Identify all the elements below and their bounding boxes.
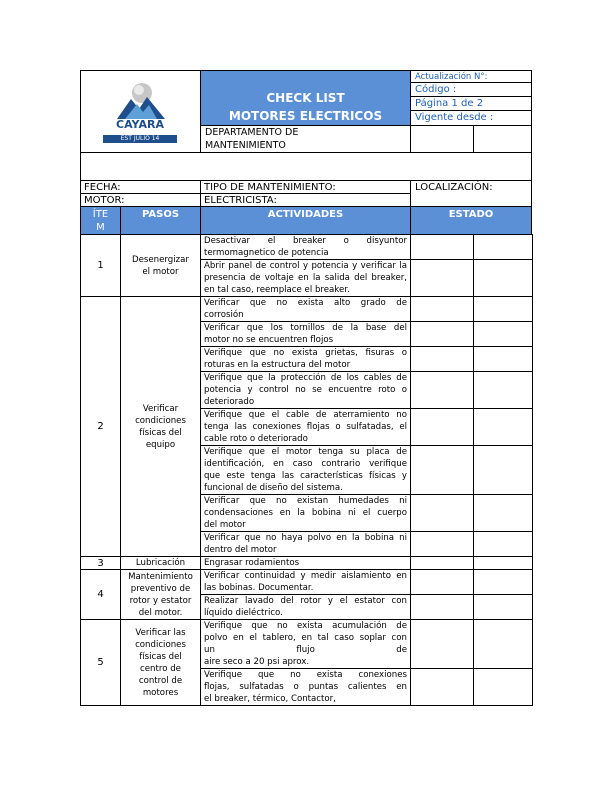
- estado-check-cell-b[interactable]: [473, 321, 533, 347]
- activity-text: [201, 557, 410, 569]
- step-line: motores: [142, 687, 179, 698]
- activity-text: [201, 620, 410, 668]
- step-text: [121, 235, 200, 296]
- col-pasos-header: [120, 206, 201, 235]
- activity-cell: [200, 408, 411, 446]
- estado-check-cell-a[interactable]: [410, 296, 474, 322]
- blank-row: [80, 152, 532, 181]
- activity-cell: [200, 296, 411, 322]
- activity-text: [201, 372, 410, 408]
- title-cell: [200, 70, 411, 126]
- activity-line: Verifique que el cable de aterramiento no: [204, 410, 407, 420]
- activity-line: corrosión: [204, 310, 244, 320]
- activity-line: tenga las conexiones flojas o sulfatadas, el: [204, 422, 407, 432]
- activity-text: [201, 532, 410, 556]
- activity-line: Desactivar el breaker o disyuntor: [204, 236, 407, 246]
- electricista-cell: [200, 193, 411, 207]
- item-number: 3: [97, 557, 104, 569]
- vigente-cell: [410, 110, 532, 126]
- activity-line: Verificar que no haya polvo en la bobina ni: [204, 533, 407, 543]
- step-text: [121, 570, 200, 619]
- activity-text: [201, 495, 410, 531]
- tipo-mantenimiento-label[interactable]: TIPO DE MANTENIMIENTO:: [204, 182, 336, 193]
- activity-line: deteriorado: [204, 397, 255, 407]
- col-estado-header: [410, 206, 532, 235]
- activity-cell: [200, 668, 411, 706]
- col-actividades-label: ACTIVIDADES: [267, 209, 344, 220]
- departamento-line-2: MANTENIMIENTO: [205, 140, 286, 151]
- step-cell: [120, 234, 201, 297]
- activity-line: flojas, sulfatadas o puntas calientes en: [204, 682, 407, 692]
- activity-line: Verifique que no exista acumulación de: [204, 621, 407, 631]
- activity-text: [201, 322, 410, 346]
- estado-check-cell-a[interactable]: [410, 346, 474, 372]
- departamento-cell: [200, 125, 411, 153]
- step-line: condiciones: [135, 639, 186, 650]
- item-number-cell: [80, 296, 121, 557]
- item-number-cell: [80, 569, 121, 620]
- step-line: equipo: [145, 439, 176, 450]
- item-number-cell: [80, 619, 121, 706]
- step-line: rotor y estator: [129, 595, 192, 606]
- step-line: físicas del: [139, 651, 182, 662]
- col-item-line-1: ÍTE: [92, 209, 109, 220]
- activity-cell: [200, 494, 411, 532]
- step-line: Verificar: [142, 403, 179, 414]
- activity-line: cable roto o deteriorado: [204, 434, 308, 444]
- step-line: preventivo de: [130, 583, 191, 594]
- estado-check-cell-b[interactable]: [473, 569, 533, 595]
- estado-check-cell-a[interactable]: [410, 445, 474, 495]
- col-item-header: [80, 206, 121, 235]
- activity-line: el breaker, térmico, Contactor,: [204, 694, 336, 704]
- activity-line: Realizar lavado del rotor y el estator con: [204, 596, 407, 606]
- activity-cell: [200, 259, 411, 297]
- estado-check-cell-a[interactable]: [410, 569, 474, 595]
- col-actividades-header: [200, 206, 411, 235]
- motor-cell: [80, 193, 201, 207]
- estado-check-cell-a[interactable]: [410, 234, 474, 260]
- motor-label[interactable]: MOTOR:: [84, 195, 125, 206]
- step-line: Lubricación: [135, 558, 186, 568]
- activity-line: del motor: [204, 520, 246, 530]
- activity-cell: [200, 346, 411, 372]
- activity-line: roturas en la estructura del motor: [204, 360, 351, 370]
- step-text: [121, 557, 200, 569]
- activity-cell: [200, 531, 411, 557]
- actualizacion-label: Actualización N°:: [415, 72, 488, 82]
- estado-check-cell-a[interactable]: [410, 556, 474, 570]
- activity-cell: [200, 594, 411, 620]
- activity-line: identificación, en caso contrario verifique: [204, 459, 407, 469]
- item-number: 1: [97, 260, 104, 271]
- departamento-line-1: DEPARTAMENTO DE: [205, 127, 299, 138]
- localizacion-cell: [410, 180, 532, 207]
- step-line: del motor.: [138, 607, 183, 618]
- fecha-cell: [80, 180, 201, 194]
- estado-check-cell-a[interactable]: [410, 619, 474, 669]
- activity-text: [201, 446, 410, 494]
- activity-line: dentro del motor: [204, 545, 277, 555]
- estado-check-cell-a[interactable]: [410, 494, 474, 532]
- step-line: el motor: [142, 266, 179, 277]
- blank-cell-a: [410, 125, 474, 153]
- activity-line: Verifique que no exista grietas, fisuras o: [204, 348, 407, 358]
- estado-check-cell-b[interactable]: [473, 619, 533, 669]
- activity-cell: [200, 445, 411, 495]
- item-number-cell: [80, 556, 121, 570]
- activity-line: Verificar que no exista alto grado de: [204, 298, 407, 308]
- activity-line: Verificar que los tornillos de la base del: [204, 323, 407, 333]
- activity-line: en tal caso, reemplace el breaker.: [204, 285, 350, 295]
- estado-check-cell-b[interactable]: [473, 556, 533, 570]
- codigo-label: Código :: [415, 84, 457, 95]
- item-number: 2: [97, 421, 104, 432]
- step-line: Verificar las: [135, 627, 186, 638]
- estado-check-cell-b[interactable]: [473, 531, 533, 557]
- activity-line: Verifique que no exista conexiones: [204, 670, 407, 680]
- estado-check-cell-b[interactable]: [473, 296, 533, 322]
- item-number-cell: [80, 234, 121, 297]
- activity-line: que este tenga las características físicas y: [204, 471, 407, 481]
- activity-text: [201, 570, 410, 594]
- pagina-cell: [410, 96, 532, 111]
- estado-check-cell-a[interactable]: [410, 668, 474, 706]
- activity-line: motor no se encuentren flojos: [204, 335, 334, 345]
- estado-check-cell-a[interactable]: [410, 371, 474, 409]
- step-line: condiciones: [135, 415, 186, 426]
- step-line: control de: [138, 675, 183, 686]
- estado-check-cell-b[interactable]: [473, 594, 533, 620]
- step-cell: [120, 296, 201, 557]
- logo-tagline: EST JULIO 14: [120, 135, 160, 142]
- step-cell: [120, 569, 201, 620]
- estado-check-cell-b[interactable]: [473, 346, 533, 372]
- step-cell: [120, 619, 201, 706]
- activity-line: condensaciones en la bobina ni el cuerpo: [204, 508, 407, 518]
- activity-line: aire seco a 20 psi aprox.: [204, 657, 310, 667]
- estado-check-cell-b[interactable]: [473, 445, 533, 495]
- blank-cell-b: [473, 125, 532, 153]
- activity-cell: [200, 619, 411, 669]
- activity-line: Engrasar rodamientos: [204, 558, 300, 568]
- activity-line: las bobinas. Documentar.: [204, 583, 314, 593]
- step-line: Desenergizar: [132, 254, 189, 265]
- activity-text: [201, 235, 410, 259]
- logo-brand: CAYARA: [116, 118, 164, 131]
- estado-check-cell-b[interactable]: [473, 668, 533, 706]
- activity-text: [201, 297, 410, 321]
- item-number: 5: [97, 657, 104, 668]
- activity-cell: [200, 569, 411, 595]
- title-line-1: CHECK LIST: [266, 91, 345, 105]
- step-line: centro de: [140, 663, 181, 674]
- activity-line: Verificar continuidad y medir aislamiento en: [204, 571, 407, 581]
- activity-cell: [200, 556, 411, 570]
- activity-line: un flujo de: [204, 645, 407, 655]
- activity-line: termomagnetico de potencia: [204, 248, 329, 258]
- activity-text: [201, 260, 410, 296]
- estado-check-cell-a[interactable]: [410, 408, 474, 446]
- step-text: [121, 620, 200, 705]
- estado-check-cell-b[interactable]: [473, 371, 533, 409]
- estado-check-cell-b[interactable]: [473, 408, 533, 446]
- tipo-cell: [200, 180, 411, 194]
- localizacion-label[interactable]: LOCALIZACIÓN:: [415, 182, 493, 193]
- estado-check-cell-a[interactable]: [410, 259, 474, 297]
- activity-cell: [200, 321, 411, 347]
- estado-check-cell-a[interactable]: [410, 594, 474, 620]
- estado-check-cell-b[interactable]: [473, 234, 533, 260]
- col-item-line-2: M: [96, 222, 105, 233]
- estado-check-cell-b[interactable]: [473, 494, 533, 532]
- pagina-label: Página 1 de 2: [415, 98, 484, 109]
- title-line-2: MOTORES ELECTRICOS: [228, 109, 383, 123]
- logo-cell: [80, 70, 201, 153]
- activity-text: [201, 595, 410, 619]
- activity-cell: [200, 371, 411, 409]
- activity-line: Verifique que el motor tenga su placa de: [204, 447, 407, 457]
- step-line: físicas del: [139, 427, 182, 438]
- activity-text: [201, 347, 410, 371]
- step-line: Mantenimiento: [128, 571, 193, 582]
- estado-check-cell-a[interactable]: [410, 531, 474, 557]
- activity-line: potencia y control no se encuentre roto o: [204, 385, 407, 395]
- item-number: 4: [97, 589, 104, 600]
- activity-line: Verificar que no existan humedades ni: [204, 496, 407, 506]
- col-pasos-label: PASOS: [141, 209, 180, 220]
- estado-check-cell-a[interactable]: [410, 321, 474, 347]
- estado-check-cell-b[interactable]: [473, 259, 533, 297]
- activity-cell: [200, 234, 411, 260]
- activity-line: funcional de diseño del sistema.: [204, 483, 343, 493]
- activity-line: Verifique que la protección de los cables de: [204, 373, 407, 383]
- activity-line: polvo en el tablero, en tal caso soplar con: [204, 633, 407, 643]
- electricista-label[interactable]: ELECTRICISTA:: [204, 195, 277, 206]
- activity-text: [201, 409, 410, 445]
- activity-line: líquido dieléctrico.: [204, 608, 283, 618]
- step-cell: [120, 556, 201, 570]
- codigo-cell: [410, 82, 532, 97]
- vigente-label: Vigente desde :: [415, 112, 494, 123]
- activity-line: Abrir panel de control y potencia y verificar la: [204, 261, 407, 271]
- activity-line: presencia de voltaje en la salida del breaker,: [204, 273, 407, 283]
- activity-text: [201, 669, 410, 705]
- fecha-label[interactable]: FECHA:: [84, 182, 121, 193]
- col-estado-label: ESTADO: [448, 209, 494, 220]
- step-text: [121, 297, 200, 556]
